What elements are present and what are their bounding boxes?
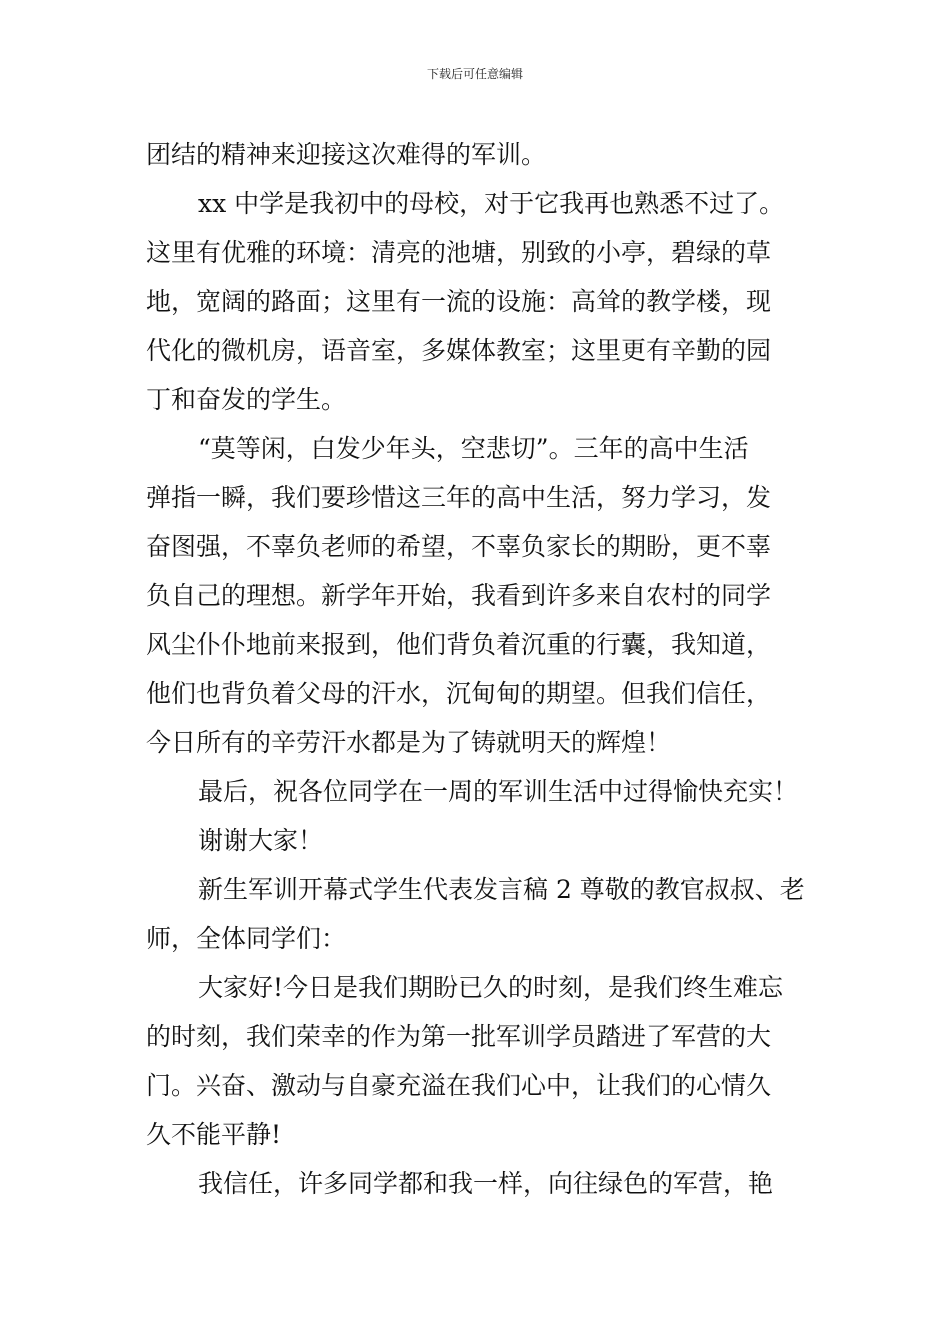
text-line: 代化的微机房，语音室，多媒体教室；这里更有辛勤的园 — [146, 336, 772, 365]
text-line: 今日所有的辛劳汗水都是为了铸就明天的辉煌！ — [146, 728, 672, 757]
text-line: 门。兴奋、激动与自豪充溢在我们心中，让我们的心情久 — [146, 1071, 772, 1100]
text-line: “莫等闲，白发少年头，空悲切”。三年的高中生活 — [198, 434, 749, 463]
text-line: 奋图强，不辜负老师的希望，不辜负家长的期盼，更不辜 — [146, 532, 772, 561]
text-line: 久不能平静! — [146, 1120, 282, 1149]
text-line: 他们也背负着父母的汗水，沉甸甸的期望。但我们信任， — [146, 679, 772, 708]
text-line: 弹指一瞬，我们要珍惜这三年的高中生活，努力学习，发 — [146, 483, 772, 512]
page-header: 下载后可任意编辑 — [426, 67, 523, 81]
paragraph — [146, 767, 810, 816]
text-line: xx 中学是我初中的母校，对于它我再也熟悉不过了。 — [198, 189, 785, 218]
text-line: 的时刻，我们荣幸的作为第一批军训学员踏进了军营的大 — [146, 1022, 772, 1051]
text-line: 地，宽阔的路面；这里有一流的设施：高耸的教学楼，现 — [146, 287, 772, 316]
text-line: 师，全体同学们： — [146, 924, 347, 953]
paragraph — [146, 1159, 810, 1208]
text-line: 大家好!今日是我们期盼已久的时刻，是我们终生难忘 — [198, 973, 784, 1002]
text-line: 风尘仆仆地前来报到，他们背负着沉重的行囊，我知道， — [146, 630, 772, 659]
paragraph — [146, 865, 810, 963]
paragraph — [146, 963, 810, 1159]
paragraph — [146, 130, 810, 179]
paragraph — [146, 816, 810, 865]
text-line: 最后，祝各位同学在一周的军训生活中过得愉快充实！ — [198, 777, 799, 806]
text-line: 新生军训开幕式学生代表发言稿 2 尊敬的教官叔叔、老 — [198, 875, 805, 904]
paragraph — [146, 424, 810, 767]
text-line: 这里有优雅的环境：清亮的池塘，别致的小亭，碧绿的草 — [146, 238, 772, 267]
paragraph — [146, 179, 810, 424]
document-body — [146, 130, 810, 1208]
text-line: 谢谢大家！ — [198, 826, 324, 855]
text-line: 我信任，许多同学都和我一样，向往绿色的军营，艳 — [198, 1169, 774, 1198]
text-line: 丁和奋发的学生。 — [146, 385, 347, 414]
text-line: 负自己的理想。新学年开始，我看到许多来自农村的同学 — [146, 581, 772, 610]
text-line: 团结的精神来迎接这次难得的军训。 — [146, 140, 547, 169]
